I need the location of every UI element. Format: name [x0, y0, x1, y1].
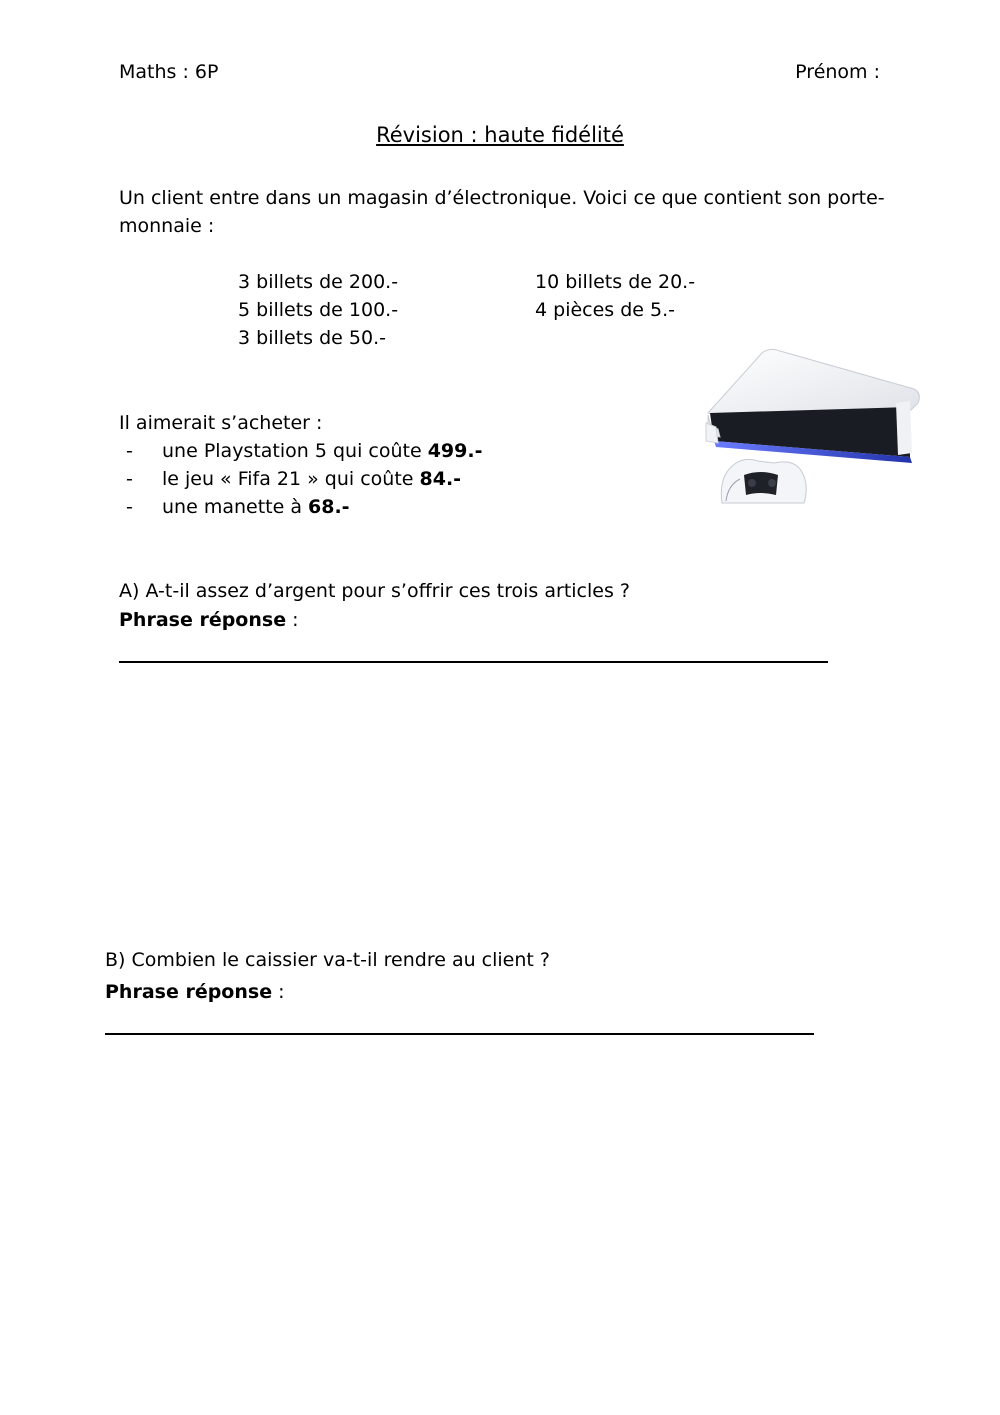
question-a: A) A-t-il assez d’argent pour s’offrir ces trois articles ? — [119, 580, 630, 602]
item-text: une manette à — [162, 496, 309, 518]
wallet-item: 3 billets de 50.- — [238, 327, 386, 349]
wallet-item: 10 billets de 20.- — [535, 271, 696, 293]
item-text: une Playstation 5 qui coûte — [162, 440, 428, 462]
item-price: 84.- — [419, 468, 462, 490]
answer-label-colon: : — [286, 609, 299, 631]
answer-label-text: Phrase réponse — [119, 609, 287, 631]
name-label: Prénom : — [795, 61, 880, 83]
wallet-item: 5 billets de 100.- — [238, 299, 399, 321]
answer-line-b[interactable] — [105, 1033, 814, 1035]
list-bullet: - — [126, 496, 133, 518]
item-price: 499.- — [427, 440, 483, 462]
question-b: B) Combien le caissier va-t-il rendre au client ? — [105, 949, 550, 971]
playstation-console-icon — [700, 345, 925, 505]
answer-label-b — [105, 980, 285, 1005]
list-item — [126, 467, 461, 492]
answer-label-text: Phrase réponse — [105, 981, 273, 1003]
answer-label-colon: : — [272, 981, 285, 1003]
subject-label: Maths : 6P — [119, 61, 219, 83]
intro-line-2: monnaie : — [119, 215, 215, 237]
item-text: le jeu « Fifa 21 » qui coûte — [162, 468, 420, 490]
list-bullet: - — [126, 440, 133, 462]
answer-label-a — [119, 608, 299, 633]
wallet-item: 3 billets de 200.- — [238, 271, 399, 293]
wallet-item: 4 pièces de 5.- — [535, 299, 676, 321]
page-title: Révision : haute fidélité — [376, 123, 624, 147]
list-bullet: - — [126, 468, 133, 490]
list-item — [126, 495, 350, 520]
intro-line-1: Un client entre dans un magasin d’électronique. Voici ce que contient son porte- — [119, 187, 885, 209]
item-price: 68.- — [308, 496, 350, 518]
wish-intro: Il aimerait s’acheter : — [119, 412, 323, 434]
list-item — [126, 439, 482, 464]
answer-line-a[interactable] — [119, 661, 828, 663]
